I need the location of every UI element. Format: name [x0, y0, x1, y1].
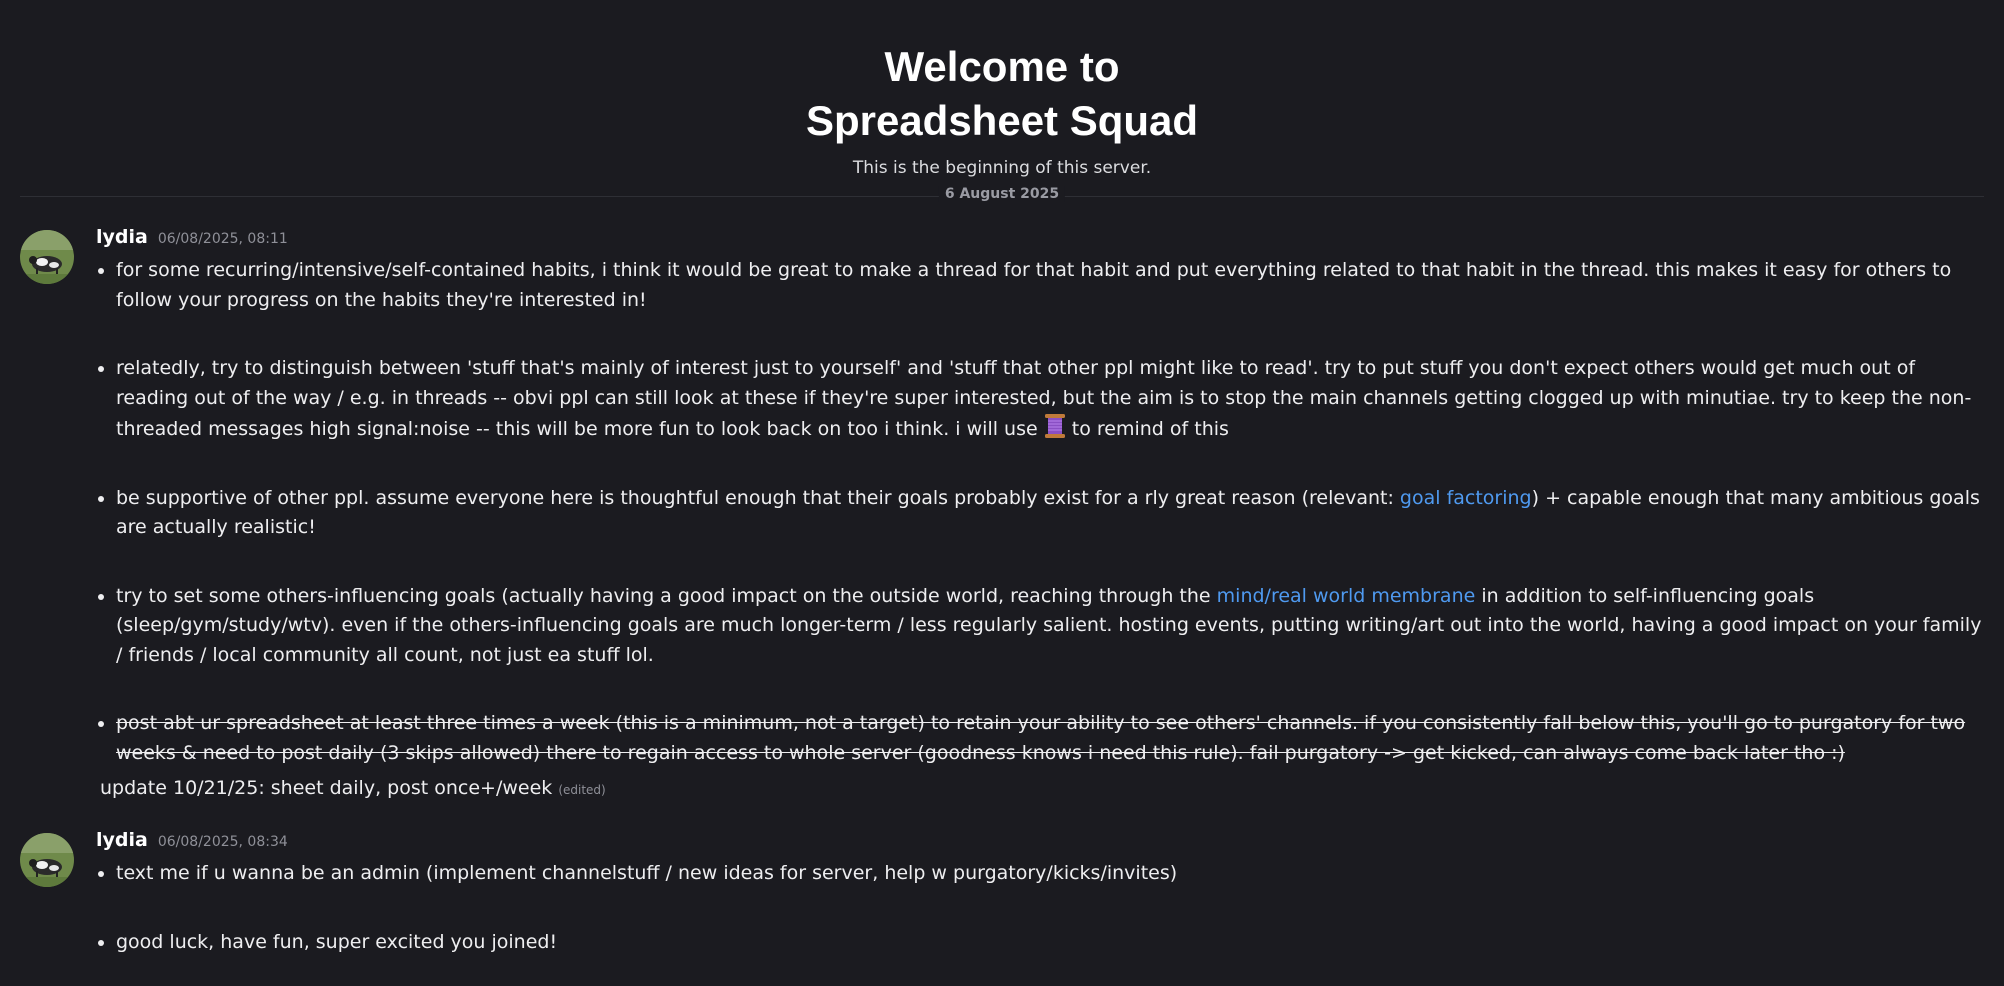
list-item: • be supportive of other ppl. assume everyone here is thoughtful enough that their goals probably exist for a rly great reason (relevant: goal factoring) + capable enough that many ambitious goals are actually realistic!	[116, 484, 1984, 543]
list-item: • relatedly, try to distinguish between 'stuff that's mainly of interest just to yourself' and 'stuff that other ppl might like to read'. try to put stuff you don't expect others would get much out of reading out of the way / e.g. in threads -- obvi ppl can still look at these if they're super interested, but the aim is to stop the main channels getting clogged up with minutiae. try to keep the non-threaded messages high signal:noise -- this will be more fun to look back on too i think. i will use to remind of this	[116, 354, 1984, 445]
message-timestamp: 06/08/2025, 08:34	[157, 834, 288, 850]
message-header	[96, 226, 1984, 256]
list-item: • for some recurring/intensive/self-contained habits, i think it would be great to make a thread for that habit and put everything related to that habit in the thread. this makes it easy for others to follow your progress on the habits they're interested in!	[116, 256, 1984, 315]
avatar[interactable]	[20, 230, 74, 284]
thread-spool-icon	[1044, 413, 1066, 439]
list-item: • good luck, have fun, super excited you joined!	[116, 928, 1984, 958]
goal-factoring-link[interactable]: goal factoring	[1399, 486, 1532, 509]
welcome-title	[0, 40, 2004, 148]
welcome-title-line1: Welcome to	[884, 43, 1120, 90]
list-item: • try to set some others-influencing goals (actually having a good impact on the outside world, reaching through the mind/real world membrane in addition to self-influencing goals (sleep/gym/study/wtv). even if the others-influencing goals are much longer-term / less regularly salient. hosting events, putting writing/art out into the world, having a good impact on your family / friends / local community all count, not just ea stuff lol.	[116, 582, 1984, 671]
message-timestamp: 06/08/2025, 08:11	[157, 231, 288, 247]
membrane-link[interactable]: mind/real world membrane	[1216, 584, 1476, 607]
date-divider-label: 6 August 2025	[939, 186, 1065, 202]
message	[0, 829, 2004, 957]
welcome-subtitle: This is the beginning of this server.	[852, 158, 1152, 178]
welcome-title-line2: Spreadsheet Squad	[805, 97, 1199, 144]
message-content	[96, 256, 1984, 768]
avatar-image	[20, 833, 74, 887]
avatar-image	[20, 230, 74, 284]
author-name[interactable]: lydia	[96, 226, 148, 248]
author-name[interactable]: lydia	[96, 829, 148, 851]
message-content	[96, 859, 1984, 957]
message-header	[96, 829, 1984, 859]
list-item: • text me if u wanna be an admin (implement channelstuff / new ideas for server, help w purgatory/kicks/invites)	[116, 859, 1984, 889]
update-line	[100, 774, 1984, 805]
update-text: update 10/21/25: sheet daily, post once+/week	[100, 777, 553, 799]
date-divider	[20, 186, 1984, 202]
server-welcome	[0, 0, 2004, 178]
avatar[interactable]	[20, 833, 74, 887]
message	[0, 226, 2004, 805]
struck-list-item: • post abt ur spreadsheet at least three times a week (this is a minimum, not a target) to retain your ability to see others' channels. if you consistently fall below this, you'll go to purgatory for two weeks & need to post daily (3 skips allowed) there to regain access to whole server (goodness knows i need this rule). fail purgatory -> get kicked, can always come back later tho :)	[116, 709, 1984, 768]
edited-label: (edited)	[558, 783, 606, 797]
